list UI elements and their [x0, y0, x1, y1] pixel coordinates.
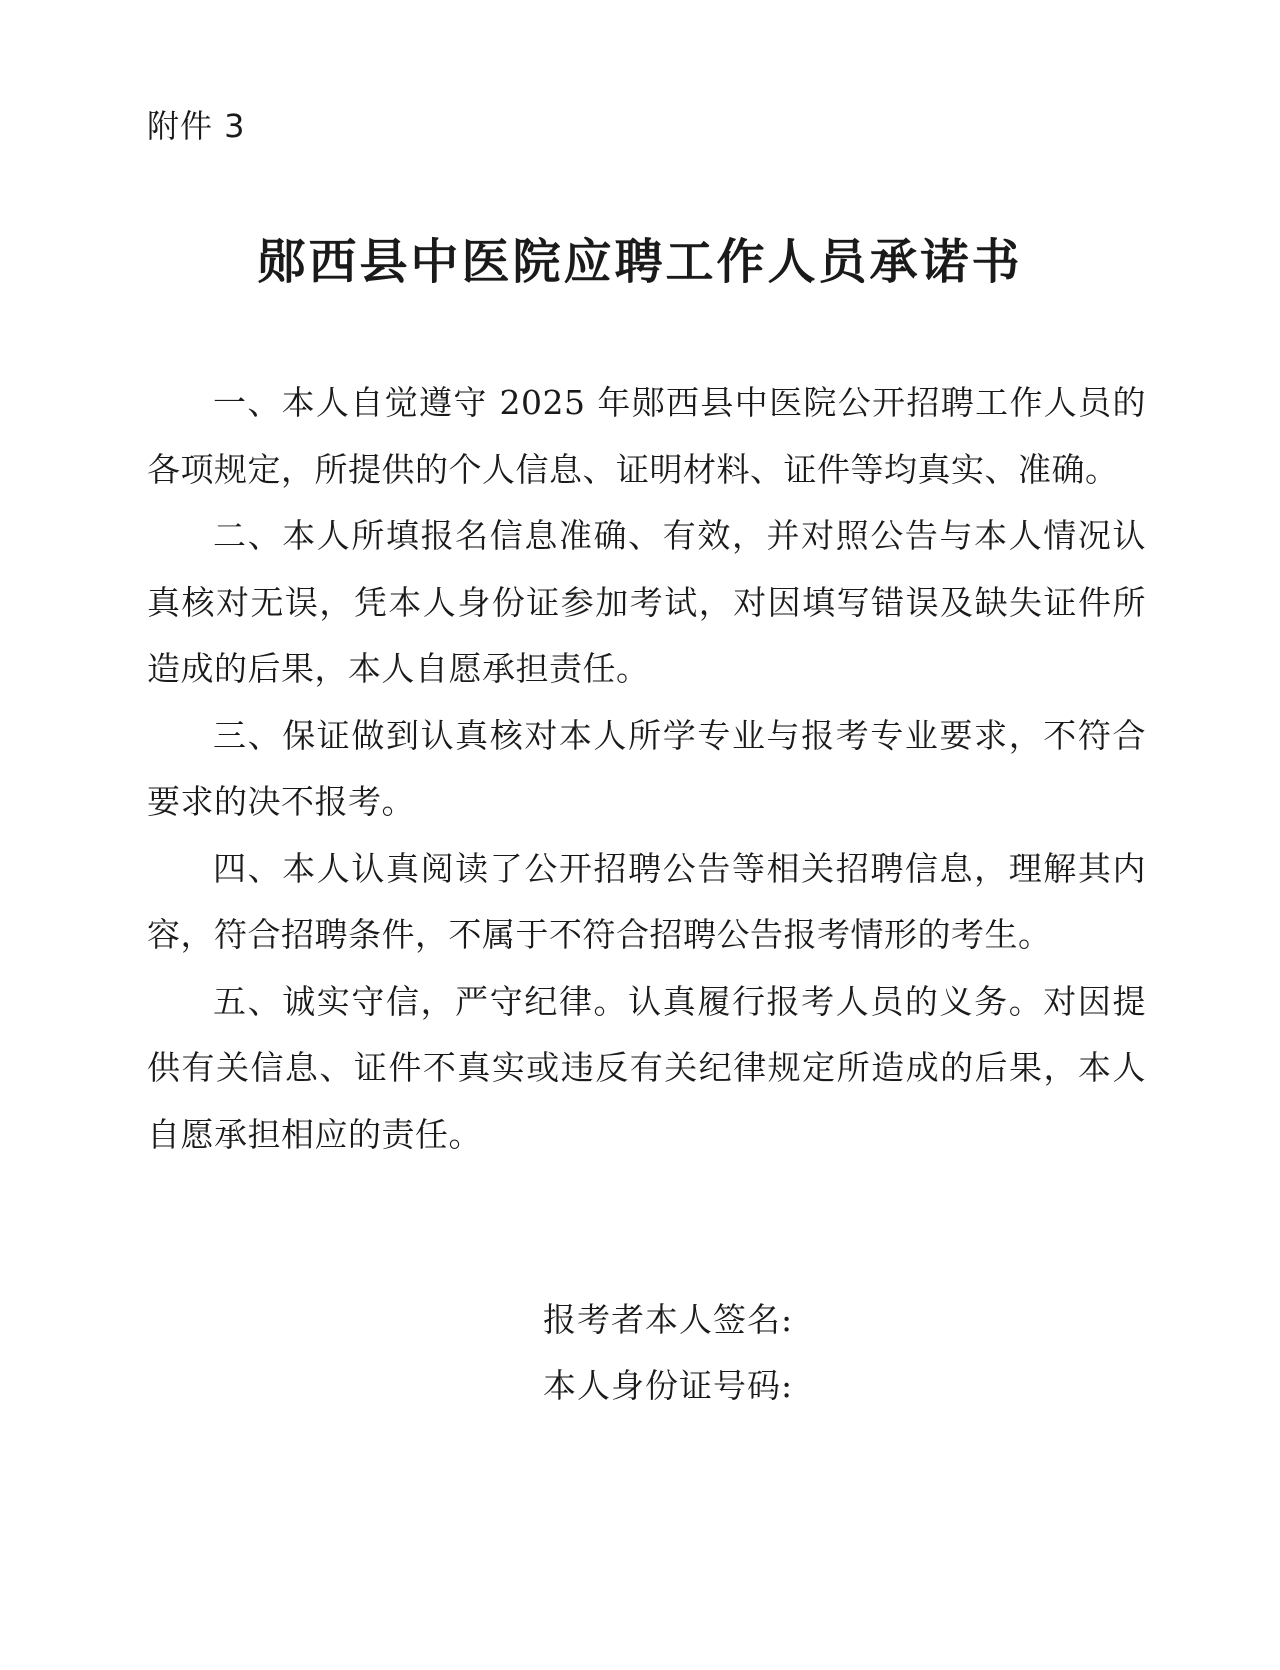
signature-block [543, 1287, 793, 1419]
clause-5: 五、诚实守信，严守纪律。认真履行报考人员的义务。对因提供有关信息、证件不真实或违反有关纪律规定所造成的后果，本人自愿承担相应的责任。 [147, 981, 1146, 1154]
clause-1: 一、本人自觉遵守 2025 年郧西县中医院公开招聘工作人员的各项规定，所提供的个人信息、证明材料、证件等均真实、准确。 [147, 383, 1146, 489]
signature-id-label: 本人身份证号码: [543, 1366, 794, 1405]
commitment-body [147, 370, 1146, 1168]
clause-2: 二、本人所填报名信息准确、有效，并对照公告与本人情况认真核对无误，凭本人身份证参加考试，对因填写错误及缺失证件所造成的后果，本人自愿承担责任。 [147, 516, 1146, 688]
attachment-label: 附件 3 [147, 107, 246, 145]
document-title: 郧西县中医院应聘工作人员承诺书 [257, 234, 1023, 290]
clause-3: 三、保证做到认真核对本人所学专业与报考专业要求，不符合要求的决不报考。 [147, 715, 1146, 821]
clause-4: 四、本人认真阅读了公开招聘公告等相关招聘信息，理解其内容，符合招聘条件，不属于不符合招聘公告报考情形的考生。 [147, 848, 1146, 954]
signature-name-label: 报考者本人签名: [543, 1300, 794, 1339]
